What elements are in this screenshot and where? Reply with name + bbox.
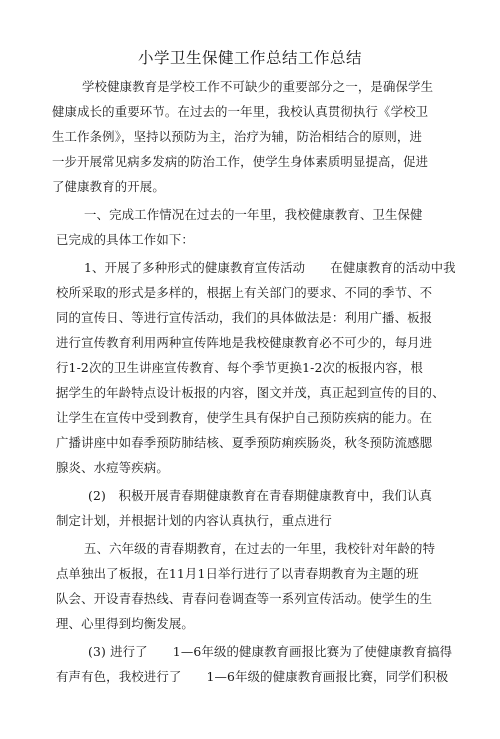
text-line-21: 队会、开设青春热线、青春问卷调查等一系列宣传活动。使学生的生	[56, 591, 433, 606]
text-line-22: 理、心里得到均衡发展。	[56, 616, 194, 631]
text-line-4: 一步开展常见病多发病的防治工作，使学生身体素质明显提高，促进	[52, 154, 429, 169]
text-line-3: 生工作条例》，坚持以预防为主，治疗为辅，防治相结合的原则，进	[52, 129, 423, 144]
text-line-7: 已完成的具体工作如下：	[56, 232, 194, 247]
text-line-6: 一、完成工作情况在过去的一年里，我校健康教育、卫生保健	[84, 207, 423, 222]
text-line-14: 让学生在宣传中受到教育，使学生具有保护自己预防疾病的能力。在	[56, 410, 433, 425]
text-line-16: 腺炎、水痘等疾病。	[56, 460, 169, 475]
text-line-13: 据学生的年龄特点设计板报的内容，图文并茂，真正起到宣传的目的、	[56, 385, 445, 400]
text-line-9: 校所采取的形式是多样的，根据上有关部门的要求、不同的季节、不	[56, 285, 433, 300]
text-line-10: 同的宣传日、等进行宣传活动，我们的具体做法是：利用广播、板报	[56, 310, 433, 325]
document-title: 小学卫生保健工作总结工作总结	[137, 49, 362, 67]
text-line-8: 1、开展了多种形式的健康教育宣传活动 在健康教育的活动中我	[84, 260, 456, 275]
text-line-24: 有声有色，我校进行了 1—6年级的健康教育画报比赛，同学们积极	[56, 669, 449, 684]
text-line-19: 五、六年级的青春期教育，在过去的一年里，我校针对年龄的特	[84, 541, 436, 556]
text-line-15: 广播讲座中如春季预防肺结核、夏季预防痢疾肠炎，秋冬预防流感腮	[56, 435, 433, 450]
text-line-1: 学校健康教育是学校工作不可缺少的重要部分之一，是确保学生	[82, 79, 434, 94]
text-line-11: 进行宣传教育利用两种宣传阵地是我校健康教育必不可少的，每月进	[56, 335, 433, 350]
text-line-20: 点单独出了板报，在11月1日举行进行了以青春期教育为主题的班	[56, 566, 419, 581]
text-line-12: 行1-2次的卫生讲座宣传教育、每个季节更换1-2次的板报内容，根	[56, 360, 423, 375]
text-line-23: (3) 进行了 1—6年级的健康教育画报比赛为了使健康教育搞得	[88, 644, 453, 659]
text-line-18: 制定计划，并根据计划的内容认真执行，重点进行	[56, 513, 332, 528]
text-line-17: (2) 积极开展青春期健康教育在青春期健康教育中，我们认真	[88, 488, 433, 503]
text-line-2: 健康成长的重要环节。在过去的一年里，我校认真贯彻执行《学校卫	[52, 104, 429, 119]
text-line-5: 了健康教育的开展。	[52, 179, 165, 194]
